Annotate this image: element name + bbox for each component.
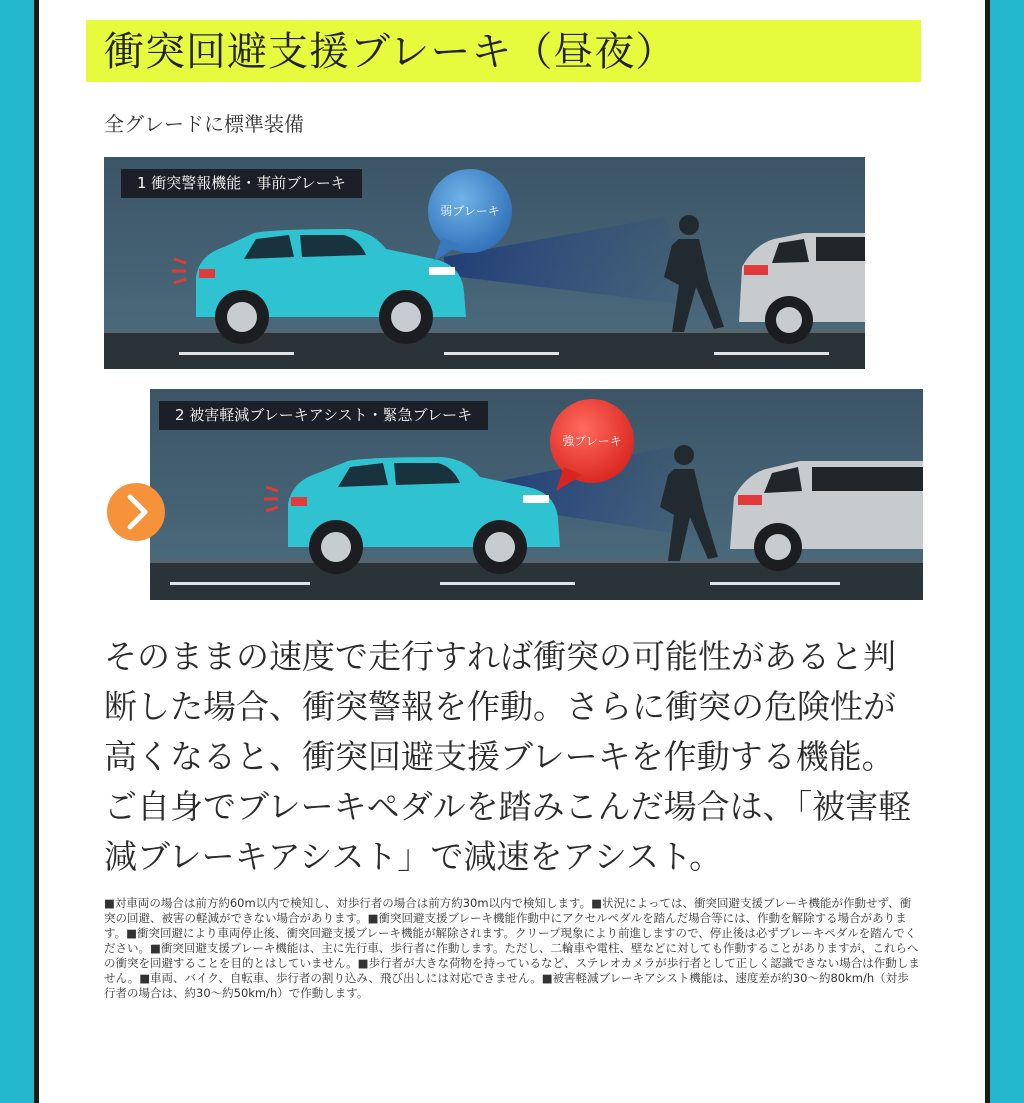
scene-image-1 <box>104 157 865 369</box>
scene-1-label: 1 衝突警報機能・事前ブレーキ <box>121 169 362 198</box>
page-title: 衝突回避支援ブレーキ（昼夜） <box>104 29 677 75</box>
feature-description: そのままの速度で走行すれば衝突の可能性があると判断した場合、衝突警報を作動。さらに衝突の危険性が高くなると、衝突回避支援ブレーキを作動する機能。ご自身でブレーキペダルを踏みこんだ場合は、「被害軽減ブレーキアシスト」で減速をアシスト。 <box>104 637 912 876</box>
left-frame <box>0 0 34 1103</box>
scene-image-2 <box>150 389 923 600</box>
next-slide-button[interactable] <box>107 483 165 541</box>
page-subtitle: 全グレードに標準装備 <box>104 112 304 136</box>
scene-2-bubble-text: 強ブレーキ <box>562 434 622 448</box>
right-frame-border <box>985 0 990 1103</box>
chevron-right-icon <box>107 483 165 541</box>
scene-1-bubble-text: 弱ブレーキ <box>440 204 500 218</box>
scene-2-label: 2 被害軽減ブレーキアシスト・緊急ブレーキ <box>159 401 488 430</box>
footnotes: ■対車両の場合は前方約60m以内で検知し、対歩行者の場合は前方約30m以内で検知します。■状況によっては、衝突回避支援ブレーキ機能が作動せず、衝突の回避、被害の軽減ができない場合があります。■衝突回避支援ブレーキ機能作動中にアクセルペダルを踏んだ場合等には、作動を解除する場合があります。■衝突回避により車両停止後、衝突回避支援ブレーキ機能が解除されます。クリープ現象により前進しますので、停止後は必ずブレーキペダルを踏んでください。■衝突回避支援ブレーキ機能は、主に先行車、歩行者に作動します。ただし、二輪車や電柱、壁などに対しても作動することがありますが、これらへの衝突を回避することを目的とはしていません。■歩行者が大きな荷物を持っているなど、ステレオカメラが歩行者として正しく認識できない場合は作動しません。■車両、バイク、自転車、歩行者の割り込み、飛び出しには対応できません。■被害軽減ブレーキアシスト機能は、速度差が約30〜約80km/h（対歩行者の場合は、約30〜約50km/h）で作動します。 <box>104 896 920 1000</box>
